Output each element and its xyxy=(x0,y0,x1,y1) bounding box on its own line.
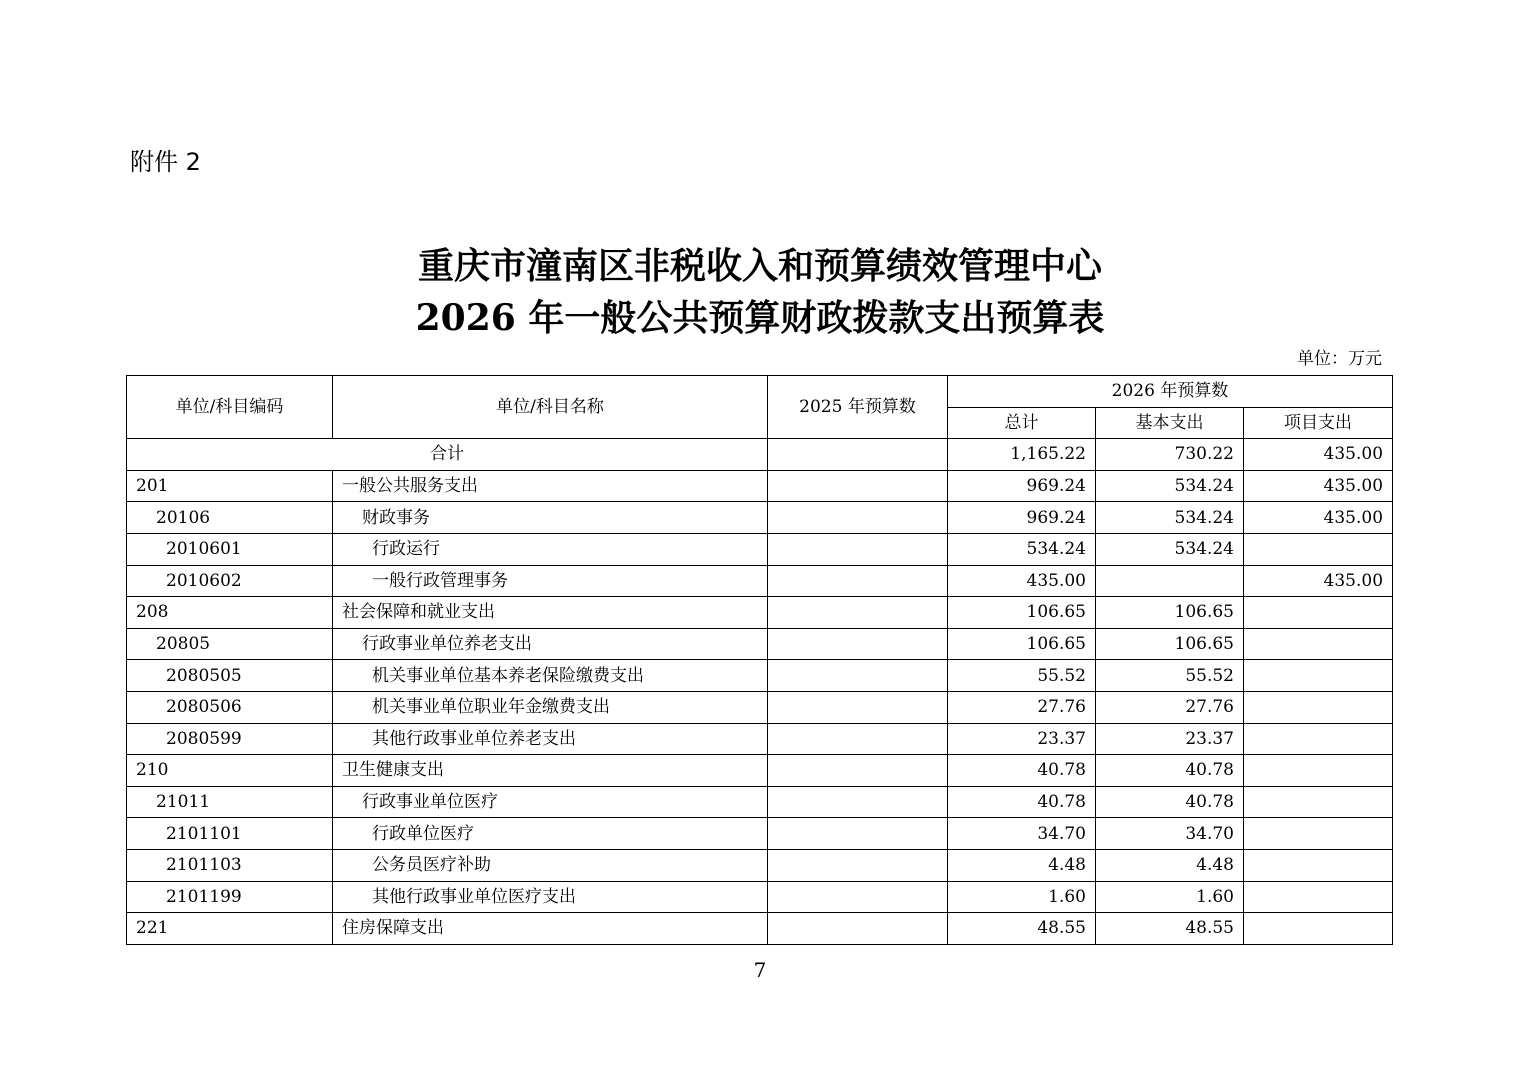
table-row xyxy=(127,818,1393,850)
row-project xyxy=(1244,660,1393,692)
row-prev-budget xyxy=(768,818,948,850)
row-code: 201 xyxy=(127,470,333,502)
table-row xyxy=(127,470,1393,502)
row-total: 969.24 xyxy=(948,502,1096,534)
document-title-line1: 重庆市潼南区非税收入和预算绩效管理中心 xyxy=(417,245,1102,287)
table-row xyxy=(127,691,1393,723)
row-name: 机关事业单位基本养老保险缴费支出 xyxy=(333,660,768,692)
row-total: 40.78 xyxy=(948,786,1096,818)
row-project xyxy=(1244,533,1393,565)
row-basic xyxy=(1096,565,1244,597)
row-code: 2101103 xyxy=(127,849,333,881)
row-project xyxy=(1244,723,1393,755)
row-code: 2010601 xyxy=(127,533,333,565)
row-basic: 534.24 xyxy=(1096,502,1244,534)
row-prev-budget xyxy=(768,502,948,534)
row-basic: 106.65 xyxy=(1096,628,1244,660)
row-project xyxy=(1244,691,1393,723)
row-name: 行政事业单位医疗 xyxy=(333,786,768,818)
row-code: 221 xyxy=(127,913,333,945)
row-project xyxy=(1244,913,1393,945)
table-row xyxy=(127,881,1393,913)
row-code: 20805 xyxy=(127,628,333,660)
row-prev-budget xyxy=(768,755,948,787)
header-current-budget-group: 2026 年预算数 xyxy=(948,376,1393,408)
row-total: 27.76 xyxy=(948,691,1096,723)
header-row-1 xyxy=(127,376,1393,408)
row-name: 公务员医疗补助 xyxy=(333,849,768,881)
row-total: 435.00 xyxy=(948,565,1096,597)
table-row xyxy=(127,628,1393,660)
row-total: 48.55 xyxy=(948,913,1096,945)
budget-table xyxy=(126,375,1393,945)
row-basic: 534.24 xyxy=(1096,533,1244,565)
document-title-line2: 2026 年一般公共预算财政拨款支出预算表 xyxy=(415,297,1105,339)
row-code: 20106 xyxy=(127,502,333,534)
row-prev-budget xyxy=(768,470,948,502)
row-total: 55.52 xyxy=(948,660,1096,692)
row-name: 行政事业单位养老支出 xyxy=(333,628,768,660)
table-row xyxy=(127,565,1393,597)
row-basic: 23.37 xyxy=(1096,723,1244,755)
row-project xyxy=(1244,849,1393,881)
row-project xyxy=(1244,818,1393,850)
row-total: 1.60 xyxy=(948,881,1096,913)
page-number: 7 xyxy=(753,958,767,982)
row-code: 210 xyxy=(127,755,333,787)
row-basic: 4.48 xyxy=(1096,849,1244,881)
header-basic: 基本支出 xyxy=(1096,407,1244,439)
row-code: 2101101 xyxy=(127,818,333,850)
row-total: 106.65 xyxy=(948,628,1096,660)
table-row xyxy=(127,913,1393,945)
row-basic: 1.60 xyxy=(1096,881,1244,913)
unit-label: 单位：万元 xyxy=(1297,349,1382,369)
row-prev-budget xyxy=(768,691,948,723)
summary-row xyxy=(127,439,1393,471)
row-project xyxy=(1244,881,1393,913)
row-basic: 40.78 xyxy=(1096,755,1244,787)
row-name: 财政事务 xyxy=(333,502,768,534)
header-project: 项目支出 xyxy=(1244,407,1393,439)
row-basic: 40.78 xyxy=(1096,786,1244,818)
row-code: 2101199 xyxy=(127,881,333,913)
row-basic: 34.70 xyxy=(1096,818,1244,850)
row-prev-budget xyxy=(768,660,948,692)
row-name: 其他行政事业单位养老支出 xyxy=(333,723,768,755)
row-name: 其他行政事业单位医疗支出 xyxy=(333,881,768,913)
row-code: 21011 xyxy=(127,786,333,818)
summary-prev xyxy=(768,439,948,471)
row-code: 2080599 xyxy=(127,723,333,755)
row-name: 一般公共服务支出 xyxy=(333,470,768,502)
row-name: 机关事业单位职业年金缴费支出 xyxy=(333,691,768,723)
row-prev-budget xyxy=(768,628,948,660)
table-row xyxy=(127,502,1393,534)
row-prev-budget xyxy=(768,597,948,629)
row-total: 534.24 xyxy=(948,533,1096,565)
row-basic: 534.24 xyxy=(1096,470,1244,502)
summary-label: 合计 xyxy=(127,439,768,471)
table-row xyxy=(127,723,1393,755)
row-prev-budget xyxy=(768,881,948,913)
summary-basic: 730.22 xyxy=(1096,439,1244,471)
row-code: 208 xyxy=(127,597,333,629)
header-total: 总计 xyxy=(948,407,1096,439)
row-total: 106.65 xyxy=(948,597,1096,629)
row-project: 435.00 xyxy=(1244,565,1393,597)
table-row xyxy=(127,533,1393,565)
row-prev-budget xyxy=(768,723,948,755)
header-name: 单位/科目名称 xyxy=(333,376,768,439)
row-total: 4.48 xyxy=(948,849,1096,881)
row-project xyxy=(1244,628,1393,660)
table-row xyxy=(127,786,1393,818)
row-code: 2080505 xyxy=(127,660,333,692)
row-prev-budget xyxy=(768,786,948,818)
header-code: 单位/科目编码 xyxy=(127,376,333,439)
table-row xyxy=(127,849,1393,881)
row-prev-budget xyxy=(768,913,948,945)
row-code: 2080506 xyxy=(127,691,333,723)
table-row xyxy=(127,660,1393,692)
row-name: 一般行政管理事务 xyxy=(333,565,768,597)
row-prev-budget xyxy=(768,533,948,565)
row-total: 40.78 xyxy=(948,755,1096,787)
row-basic: 27.76 xyxy=(1096,691,1244,723)
row-basic: 55.52 xyxy=(1096,660,1244,692)
table-row xyxy=(127,597,1393,629)
attachment-label: 附件 2 xyxy=(130,148,201,176)
row-basic: 106.65 xyxy=(1096,597,1244,629)
row-project xyxy=(1244,755,1393,787)
row-total: 23.37 xyxy=(948,723,1096,755)
row-project xyxy=(1244,597,1393,629)
row-project: 435.00 xyxy=(1244,502,1393,534)
table-row xyxy=(127,755,1393,787)
row-code: 2010602 xyxy=(127,565,333,597)
row-total: 969.24 xyxy=(948,470,1096,502)
row-project xyxy=(1244,786,1393,818)
row-project: 435.00 xyxy=(1244,470,1393,502)
row-name: 住房保障支出 xyxy=(333,913,768,945)
row-name: 行政运行 xyxy=(333,533,768,565)
row-basic: 48.55 xyxy=(1096,913,1244,945)
row-name: 卫生健康支出 xyxy=(333,755,768,787)
row-name: 社会保障和就业支出 xyxy=(333,597,768,629)
summary-project: 435.00 xyxy=(1244,439,1393,471)
row-name: 行政单位医疗 xyxy=(333,818,768,850)
row-prev-budget xyxy=(768,565,948,597)
row-total: 34.70 xyxy=(948,818,1096,850)
row-prev-budget xyxy=(768,849,948,881)
header-prev-budget: 2025 年预算数 xyxy=(768,376,948,439)
summary-total: 1,165.22 xyxy=(948,439,1096,471)
